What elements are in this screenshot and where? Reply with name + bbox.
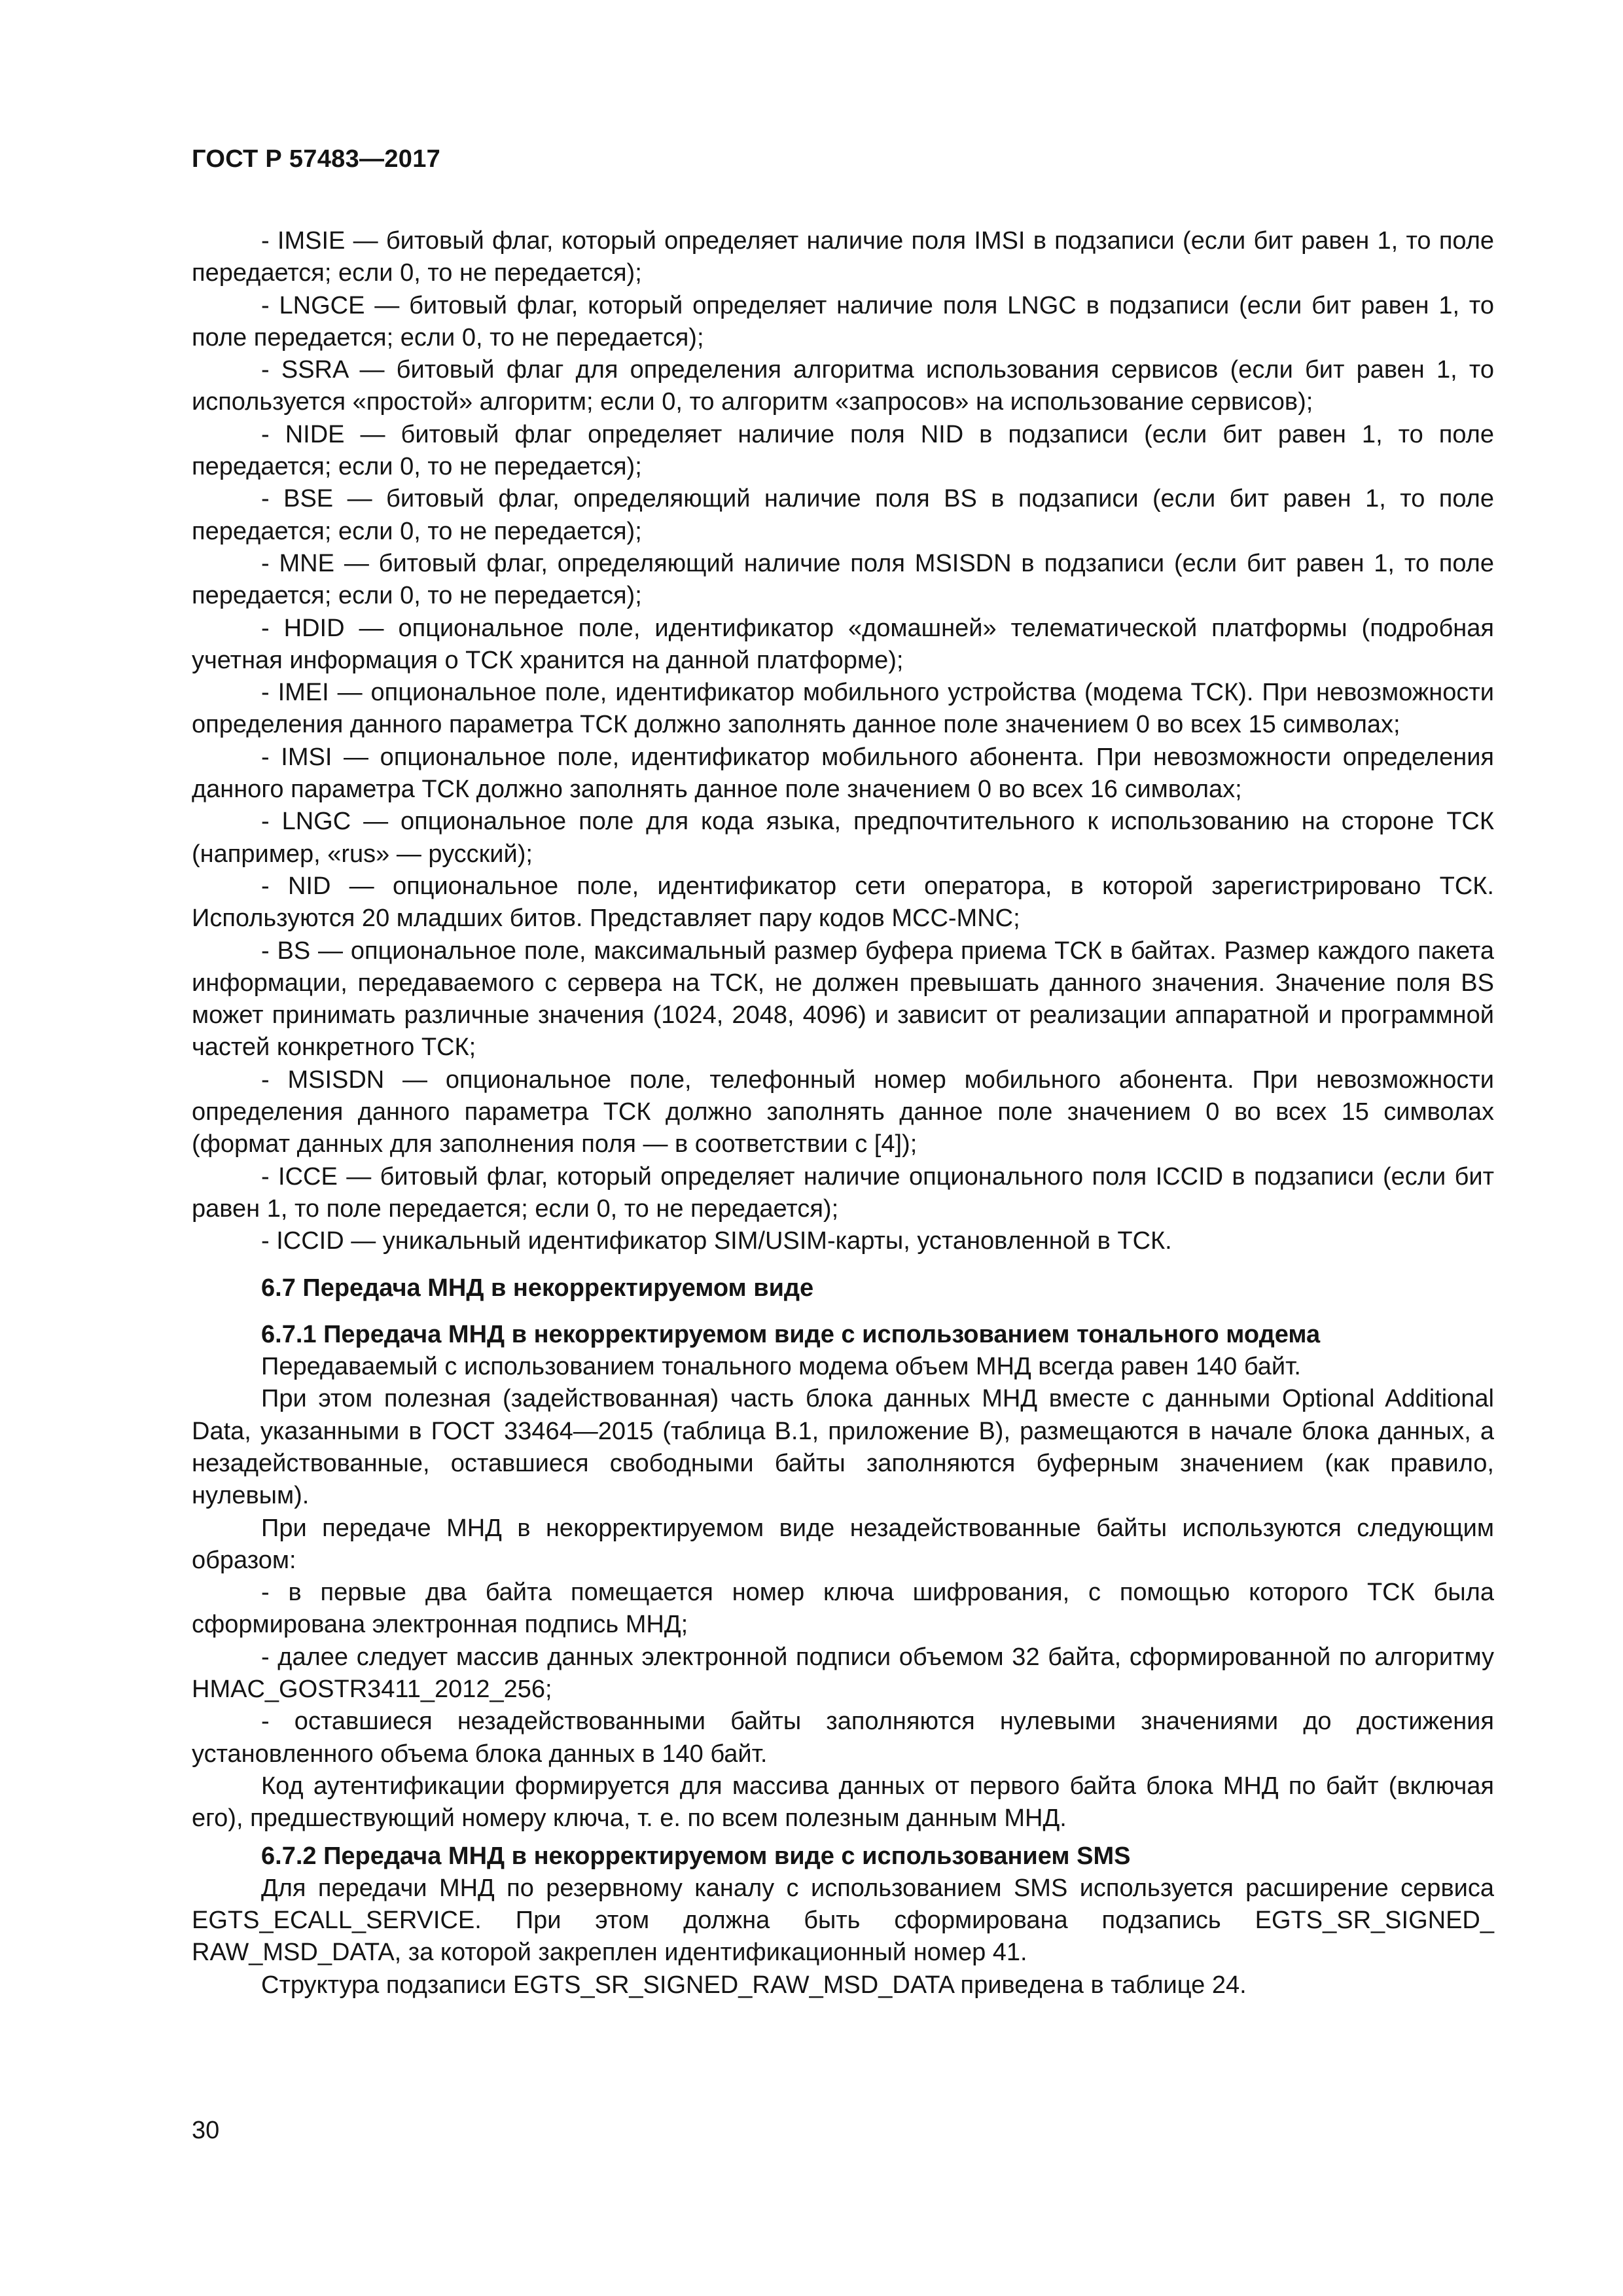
list-item: - в первые два байта помещается номер ключа шифрования, с помощью которого ТСК была сформирована электронная подпись МНД; bbox=[192, 1579, 1494, 1639]
document-header: ГОСТ Р 57483—2017 bbox=[192, 145, 441, 173]
list-item-lngce: - LNGCE — битовый флаг, который определяет наличие поля LNGC в подзаписи (если бит равен 1, то поле передается; если 0, то не передается); bbox=[192, 291, 1494, 351]
list-item-msisdn: - MSISDN — опциональное поле, телефонный номер мобильного абонента. При невозможности определения данного параметра ТСК должно заполнять данное поле значением 0 во всех 15 символах (формат данных для заполнения поля — в соответствии с [4]); bbox=[192, 1066, 1494, 1158]
list-item: - оставшиеся незадействованными байты заполняются нулевыми значениями до достижения установленного объема блока данных в 140 байт. bbox=[192, 1708, 1494, 1768]
page-body bbox=[192, 225, 1494, 2001]
paragraph: При передаче МНД в некорректируемом виде незадействованные байты используются следующим образом: bbox=[192, 1514, 1494, 1574]
paragraph: При этом полезная (задействованная) часть блока данных МНД вместе с данными Optional Additional Data, указанными в ГОСТ 33464—2015 (таблица В.1, приложение В), размещаются в начале блока данных, а незадействованные, оставшиеся свободными байты заполняются буферным значением (как правило, нулевым). bbox=[192, 1385, 1494, 1510]
page-number: 30 bbox=[192, 2117, 220, 2144]
paragraph: Для передачи МНД по резервному каналу с использованием SMS используется расширение сервиса EGTS_ECALL_SERVICE. При этом должна быть сформирована подзапись EGTS_SR_SIGNED_ RAW_MSD_DATA, за которой закреплен идентификационный номер 41. bbox=[192, 1874, 1494, 1967]
section-heading-6-7: 6.7 Передача МНД в некорректируемом виде bbox=[261, 1274, 814, 1302]
list-item-nide: - NIDE — битовый флаг определяет наличие поля NID в подзаписи (если бит равен 1, то поле передается; если 0, то не передается); bbox=[192, 420, 1494, 481]
list-item-ssra: - SSRA — битовый флаг для определения алгоритма использования сервисов (если бит равен 1, то используется «простой» алгоритм; если 0, то алгоритм «запросов» на использование сервисов); bbox=[192, 356, 1494, 416]
paragraph: Код аутентификации формируется для массива данных от первого байта блока МНД по байт (включая его), предшествующий номеру ключа, т. е. по всем полезным данным МНД. bbox=[192, 1772, 1494, 1833]
section-heading-6-7-1: 6.7.1 Передача МНД в некорректируемом виде с использованием тонального модема bbox=[261, 1320, 1321, 1348]
list-item-bs: - BS — опциональное поле, максимальный размер буфера приема ТСК в байтах. Размер каждого пакета информации, передаваемого с сервера на ТСК, не должен превышать данного значения. Значение поля BS может принимать различные значения (1024, 2048, 4096) и зависит от реализации аппаратной и программной частей конкретного ТСК; bbox=[192, 937, 1494, 1062]
list-item: - далее следует массив данных электронной подписи объемом 32 байта, сформированной по алгоритму HMAC_GOSTR3411_2012_256; bbox=[192, 1643, 1494, 1704]
paragraph: Передаваемый с использованием тонального модема объем МНД всегда равен 140 байт. bbox=[261, 1353, 1301, 1381]
list-item-hdid: - HDID — опциональное поле, идентификатор «домашней» телематической платформы (подробная учетная информация о ТСК хранится на данной платформе); bbox=[192, 614, 1494, 674]
list-item-icce: - ICCE — битовый флаг, который определяет наличие опционального поля ICCID в подзаписи (если бит равен 1, то поле передается; если 0, то не передается); bbox=[192, 1162, 1494, 1223]
paragraph: Структура подзаписи EGTS_SR_SIGNED_RAW_MSD_DATA приведена в таблице 24. bbox=[261, 1971, 1247, 1999]
list-item-mne: - MNE — битовый флаг, определяющий наличие поля MSISDN в подзаписи (если бит равен 1, то поле передается; если 0, то не передается); bbox=[192, 549, 1494, 610]
section-heading-6-7-2: 6.7.2 Передача МНД в некорректируемом виде с использованием SMS bbox=[261, 1842, 1131, 1870]
list-item-iccid: - ICCID — уникальный идентификатор SIM/USIM-карты, установленной в ТСК. bbox=[261, 1227, 1172, 1255]
list-item-imsie: - IMSIE — битовый флаг, который определяет наличие поля IMSI в подзаписи (если бит равен 1, то поле передается; если 0, то не передается); bbox=[192, 227, 1494, 287]
list-item-imsi: - IMSI — опциональное поле, идентификатор мобильного абонента. При невозможности определения данного параметра ТСК должно заполнять данное поле значением 0 во всех 16 символах; bbox=[192, 743, 1494, 804]
list-item-bse: - BSE — битовый флаг, определяющий наличие поля BS в подзаписи (если бит равен 1, то поле передается; если 0, то не передается); bbox=[192, 485, 1494, 545]
list-item-nid: - NID — опциональное поле, идентификатор сети оператора, в которой зарегистрировано ТСК. Используются 20 младших битов. Представляет пару кодов MCC-MNC; bbox=[192, 872, 1494, 933]
list-item-lngc: - LNGC — опциональное поле для кода языка, предпочтительного к использованию на стороне ТСК (например, «rus» — русский); bbox=[192, 808, 1494, 868]
list-item-imei: - IMEI — опциональное поле, идентификатор мобильного устройства (модема ТСК). При невозможности определения данного параметра ТСК должно заполнять данное поле значением 0 во всех 15 символах; bbox=[192, 679, 1494, 739]
